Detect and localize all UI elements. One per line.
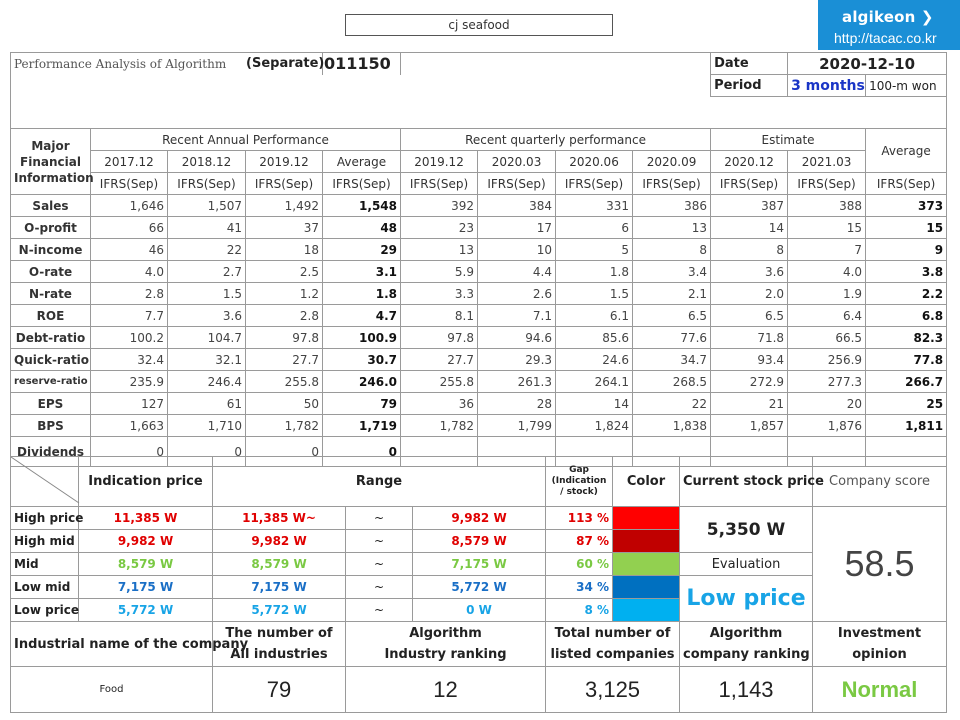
- data-cell: 4.0: [91, 261, 168, 283]
- period-header: 2020.09: [633, 151, 711, 173]
- data-cell: 0: [168, 437, 246, 467]
- standard-header: IFRS(Sep): [401, 173, 478, 195]
- data-cell: 36: [401, 393, 478, 415]
- standard-header: IFRS(Sep): [633, 173, 711, 195]
- data-cell: 373: [866, 195, 947, 217]
- level-name: Low mid: [11, 576, 79, 599]
- current-stock-price: 5,350 W: [680, 507, 813, 553]
- data-cell: 1.9: [788, 283, 866, 305]
- level-name: Low price: [11, 599, 79, 622]
- all-industries-header-line1: The number of: [225, 626, 333, 641]
- data-cell: 100.2: [91, 327, 168, 349]
- data-cell: 32.1: [168, 349, 246, 371]
- period-label: Period: [711, 75, 788, 97]
- level-indication: 5,772 W: [79, 599, 213, 622]
- data-cell: 1,876: [788, 415, 866, 437]
- data-cell: 97.8: [246, 327, 323, 349]
- level-gap: 113 %: [546, 507, 613, 530]
- total-listed-header-line1: Total number of: [554, 626, 671, 641]
- company-ranking-header: [680, 622, 813, 667]
- data-cell: 5.9: [401, 261, 478, 283]
- data-cell: 1,824: [556, 415, 633, 437]
- all-industries-count: 79: [213, 667, 346, 713]
- all-industries-header: [213, 622, 346, 667]
- data-cell: 94.6: [478, 327, 556, 349]
- data-cell: 22: [168, 239, 246, 261]
- row-label: Debt-ratio: [11, 327, 91, 349]
- data-cell: 27.7: [401, 349, 478, 371]
- data-cell: 32.4: [91, 349, 168, 371]
- data-cell: 97.8: [401, 327, 478, 349]
- standard-header: IFRS(Sep): [168, 173, 246, 195]
- report-title-text: Performance Analysis of Algorithm: [14, 56, 227, 71]
- row-label: O-rate: [11, 261, 91, 283]
- financial-table: [10, 52, 947, 467]
- level-name: High mid: [11, 530, 79, 553]
- data-cell: 2.6: [478, 283, 556, 305]
- data-row: [11, 217, 947, 239]
- data-cell: 331: [556, 195, 633, 217]
- data-cell: 255.8: [401, 371, 478, 393]
- data-cell: 255.8: [246, 371, 323, 393]
- total-listed-header-line2: listed companies: [550, 647, 675, 662]
- data-cell: 46: [91, 239, 168, 261]
- range-header: Range: [213, 457, 546, 507]
- data-cell: 77.6: [633, 327, 711, 349]
- data-cell: 6.5: [711, 305, 788, 327]
- level-gap: 8 %: [546, 599, 613, 622]
- data-cell: 14: [711, 217, 788, 239]
- level-indication: 7,175 W: [79, 576, 213, 599]
- company-name-box: cj seafood: [345, 14, 613, 36]
- data-cell: 0: [91, 437, 168, 467]
- data-cell: 3.6: [711, 261, 788, 283]
- level-range-tilde: ~: [346, 530, 413, 553]
- spacer-row: [11, 97, 947, 129]
- level-range-tilde: ~: [346, 576, 413, 599]
- data-cell: 10: [478, 239, 556, 261]
- data-cell: 384: [478, 195, 556, 217]
- standard-header: IFRS(Sep): [556, 173, 633, 195]
- data-cell: 1.2: [246, 283, 323, 305]
- data-cell: 29: [323, 239, 401, 261]
- data-cell: 3.6: [168, 305, 246, 327]
- row-label: N-income: [11, 239, 91, 261]
- data-cell: 22: [633, 393, 711, 415]
- level-range-from: 8,579 W: [213, 553, 346, 576]
- period-header: 2018.12: [168, 151, 246, 173]
- level-range-to: 0 W: [413, 599, 546, 622]
- estimate-group-header: Estimate: [711, 129, 866, 151]
- data-cell: 264.1: [556, 371, 633, 393]
- evaluation-label: Evaluation: [680, 553, 813, 576]
- diagonal-cell: [11, 457, 79, 507]
- average-group-header: Average: [866, 129, 947, 173]
- diagonal-line-icon: [11, 457, 79, 503]
- data-cell: 272.9: [711, 371, 788, 393]
- level-color-swatch: [613, 599, 680, 622]
- level-indication: 8,579 W: [79, 553, 213, 576]
- data-row: [11, 349, 947, 371]
- data-cell: 2.7: [168, 261, 246, 283]
- data-cell: 7.1: [478, 305, 556, 327]
- data-cell: 1.5: [556, 283, 633, 305]
- total-listed-count: 3,125: [546, 667, 680, 713]
- row-label: Dividends: [11, 437, 91, 467]
- period-header: 2019.12: [401, 151, 478, 173]
- current-price-header: Current stock price: [680, 457, 813, 507]
- annual-group-header: Recent Annual Performance: [91, 129, 401, 151]
- row-label: BPS: [11, 415, 91, 437]
- industry-ranking-header-line1: Algorithm: [409, 626, 482, 641]
- level-gap: 34 %: [546, 576, 613, 599]
- data-cell: 85.6: [556, 327, 633, 349]
- level-gap: 87 %: [546, 530, 613, 553]
- data-cell: 7.7: [91, 305, 168, 327]
- data-cell: 29.3: [478, 349, 556, 371]
- data-cell: 41: [168, 217, 246, 239]
- level-range-tilde: ~: [346, 553, 413, 576]
- data-cell: 93.4: [711, 349, 788, 371]
- standard-header: IFRS(Sep): [788, 173, 866, 195]
- data-cell: 4.0: [788, 261, 866, 283]
- data-cell: 6.5: [633, 305, 711, 327]
- row-label: N-rate: [11, 283, 91, 305]
- data-cell: 261.3: [478, 371, 556, 393]
- data-cell: 25: [866, 393, 947, 415]
- data-cell: 2.0: [711, 283, 788, 305]
- company-ranking: 1,143: [680, 667, 813, 713]
- data-row: [11, 261, 947, 283]
- data-cell: 27.7: [246, 349, 323, 371]
- stock-code: [324, 53, 711, 75]
- standard-header: IFRS(Sep): [478, 173, 556, 195]
- data-row: [11, 305, 947, 327]
- company-score: 58.5: [813, 507, 947, 622]
- data-cell: 9: [866, 239, 947, 261]
- data-cell: 1,663: [91, 415, 168, 437]
- data-cell: 7: [788, 239, 866, 261]
- level-range-from: 7,175 W: [213, 576, 346, 599]
- spacer: [11, 75, 711, 97]
- data-cell: 82.3: [866, 327, 947, 349]
- industry-name: Food: [11, 667, 213, 713]
- industry-ranking-header-line2: Industry ranking: [384, 647, 507, 662]
- data-cell: 8: [633, 239, 711, 261]
- data-cell: 34.7: [633, 349, 711, 371]
- level-range-tilde: ~: [346, 599, 413, 622]
- data-cell: 1,710: [168, 415, 246, 437]
- data-cell: 23: [401, 217, 478, 239]
- row-label: EPS: [11, 393, 91, 415]
- level-gap: 60 %: [546, 553, 613, 576]
- data-cell: 2.1: [633, 283, 711, 305]
- brand-name: algikeon ❯: [842, 8, 934, 26]
- unit-label: 100-m won: [866, 75, 947, 97]
- data-cell: 1.8: [556, 261, 633, 283]
- data-row: [11, 239, 947, 261]
- data-cell: 30.7: [323, 349, 401, 371]
- data-cell: 15: [866, 217, 947, 239]
- brand-banner[interactable]: [818, 0, 960, 50]
- row-label: Sales: [11, 195, 91, 217]
- data-cell: 8: [711, 239, 788, 261]
- data-cell: 1.5: [168, 283, 246, 305]
- company-score-header: Company score: [813, 457, 947, 507]
- company-ranking-header-line1: Algorithm: [709, 626, 783, 641]
- data-cell: 2.8: [91, 283, 168, 305]
- data-cell: 387: [711, 195, 788, 217]
- period-header: 2017.12: [91, 151, 168, 173]
- investment-opinion-header-line2: opinion: [852, 647, 907, 662]
- period-header: 2020.12: [711, 151, 788, 173]
- data-cell: 1,646: [91, 195, 168, 217]
- data-cell: 24.6: [556, 349, 633, 371]
- level-range-to: 5,772 W: [413, 576, 546, 599]
- data-cell: 15: [788, 217, 866, 239]
- data-cell: 2.5: [246, 261, 323, 283]
- data-cell: 1,799: [478, 415, 556, 437]
- price-table: [10, 456, 947, 713]
- period-header: 2021.03: [788, 151, 866, 173]
- data-cell: 71.8: [711, 327, 788, 349]
- level-range-tilde: ~: [346, 507, 413, 530]
- gap-header: Gap (Indication / stock): [546, 457, 613, 507]
- period-header: 2019.12: [246, 151, 323, 173]
- data-cell: 235.9: [91, 371, 168, 393]
- standard-header: IFRS(Sep): [246, 173, 323, 195]
- data-cell: 268.5: [633, 371, 711, 393]
- level-indication: 11,385 W: [79, 507, 213, 530]
- data-row: [11, 327, 947, 349]
- row-label: Quick-ratio: [11, 349, 91, 371]
- standard-header-row: [11, 173, 947, 195]
- data-cell: 3.8: [866, 261, 947, 283]
- data-cell: 127: [91, 393, 168, 415]
- level-row: [11, 553, 947, 576]
- level-range-from: 5,772 W: [213, 599, 346, 622]
- level-color-swatch: [613, 576, 680, 599]
- data-cell: 6: [556, 217, 633, 239]
- all-industries-header-line2: All industries: [230, 647, 328, 662]
- data-cell: 1,838: [633, 415, 711, 437]
- brand-url[interactable]: http://tacac.co.kr: [834, 30, 937, 46]
- standard-header: IFRS(Sep): [91, 173, 168, 195]
- total-listed-header: [546, 622, 680, 667]
- data-cell: 277.3: [788, 371, 866, 393]
- major-info-label: Major Financial Information: [11, 129, 91, 195]
- data-cell: 6.4: [788, 305, 866, 327]
- data-cell: 13: [633, 217, 711, 239]
- date-value: 2020-12-10: [788, 53, 947, 75]
- data-cell: 4.7: [323, 305, 401, 327]
- date-label: Date: [711, 53, 788, 75]
- data-cell: 77.8: [866, 349, 947, 371]
- color-header: Color: [613, 457, 680, 507]
- data-cell: 1,719: [323, 415, 401, 437]
- indication-header: Indication price: [79, 457, 213, 507]
- data-row: [11, 371, 947, 393]
- data-cell: 388: [788, 195, 866, 217]
- data-cell: 1,548: [323, 195, 401, 217]
- data-row: [11, 283, 947, 305]
- level-color-swatch: [613, 507, 680, 530]
- evaluation-value: Low price: [680, 576, 813, 622]
- data-cell: 4.4: [478, 261, 556, 283]
- level-range-from: 11,385 W~: [213, 507, 346, 530]
- data-cell: 79: [323, 393, 401, 415]
- data-row: [11, 393, 947, 415]
- data-cell: 392: [401, 195, 478, 217]
- data-cell: 66.5: [788, 327, 866, 349]
- data-cell: 21: [711, 393, 788, 415]
- industry-ranking: 12: [346, 667, 546, 713]
- data-cell: 2.8: [246, 305, 323, 327]
- data-cell: 2.2: [866, 283, 947, 305]
- scope-text: (Separate): [246, 56, 325, 72]
- level-indication: 9,982 W: [79, 530, 213, 553]
- data-cell: 1,857: [711, 415, 788, 437]
- period-value: 3 months: [788, 75, 866, 97]
- data-cell: 13: [401, 239, 478, 261]
- industry-ranking-header: [346, 622, 546, 667]
- data-cell: 104.7: [168, 327, 246, 349]
- level-range-to: 9,982 W: [413, 507, 546, 530]
- data-cell: 3.1: [323, 261, 401, 283]
- data-cell: 48: [323, 217, 401, 239]
- data-cell: 17: [478, 217, 556, 239]
- data-cell: 66: [91, 217, 168, 239]
- data-cell: 246.4: [168, 371, 246, 393]
- data-cell: 18: [246, 239, 323, 261]
- data-row: [11, 415, 947, 437]
- level-range-to: 7,175 W: [413, 553, 546, 576]
- period-header-row: [11, 151, 947, 173]
- row-label: ROE: [11, 305, 91, 327]
- data-cell: 0: [323, 437, 401, 467]
- data-cell: 6.8: [866, 305, 947, 327]
- investment-opinion: Normal: [813, 667, 947, 713]
- data-cell: 0: [246, 437, 323, 467]
- level-color-swatch: [613, 530, 680, 553]
- level-row: [11, 507, 947, 530]
- data-cell: 14: [556, 393, 633, 415]
- company-ranking-header-line2: company ranking: [683, 647, 810, 662]
- data-cell: 266.7: [866, 371, 947, 393]
- investment-opinion-header-line1: Investment: [837, 626, 922, 641]
- standard-header: IFRS(Sep): [866, 173, 947, 195]
- data-cell: 100.9: [323, 327, 401, 349]
- data-cell: 256.9: [788, 349, 866, 371]
- industry-name-header: Industrial name of the company: [11, 622, 213, 667]
- data-cell: 61: [168, 393, 246, 415]
- data-cell: 37: [246, 217, 323, 239]
- standard-header: IFRS(Sep): [711, 173, 788, 195]
- level-name: Mid: [11, 553, 79, 576]
- data-row: [11, 195, 947, 217]
- data-cell: 3.3: [401, 283, 478, 305]
- row-label: O-profit: [11, 217, 91, 239]
- data-cell: 5: [556, 239, 633, 261]
- investment-opinion-header: [813, 622, 947, 667]
- data-cell: 50: [246, 393, 323, 415]
- data-cell: 8.1: [401, 305, 478, 327]
- data-cell: 3.4: [633, 261, 711, 283]
- data-cell: 246.0: [323, 371, 401, 393]
- row-label: reserve-ratio: [11, 371, 91, 393]
- data-cell: 20: [788, 393, 866, 415]
- data-cell: 1,782: [246, 415, 323, 437]
- level-color-swatch: [613, 553, 680, 576]
- level-range-to: 8,579 W: [413, 530, 546, 553]
- data-cell: 1,811: [866, 415, 947, 437]
- quarterly-group-header: Recent quarterly performance: [401, 129, 711, 151]
- period-header: 2020.03: [478, 151, 556, 173]
- stock-code-text: 011150: [324, 54, 391, 74]
- period-header: 2020.06: [556, 151, 633, 173]
- level-range-from: 9,982 W: [213, 530, 346, 553]
- data-cell: 1,492: [246, 195, 323, 217]
- data-cell: 6.1: [556, 305, 633, 327]
- data-cell: 1,507: [168, 195, 246, 217]
- financial-rows: [11, 195, 947, 467]
- data-cell: 1.8: [323, 283, 401, 305]
- period-header: Average: [323, 151, 401, 173]
- level-row: [11, 576, 947, 599]
- data-cell: 386: [633, 195, 711, 217]
- data-cell: 28: [478, 393, 556, 415]
- standard-header: IFRS(Sep): [323, 173, 401, 195]
- level-name: High price: [11, 507, 79, 530]
- data-cell: 1,782: [401, 415, 478, 437]
